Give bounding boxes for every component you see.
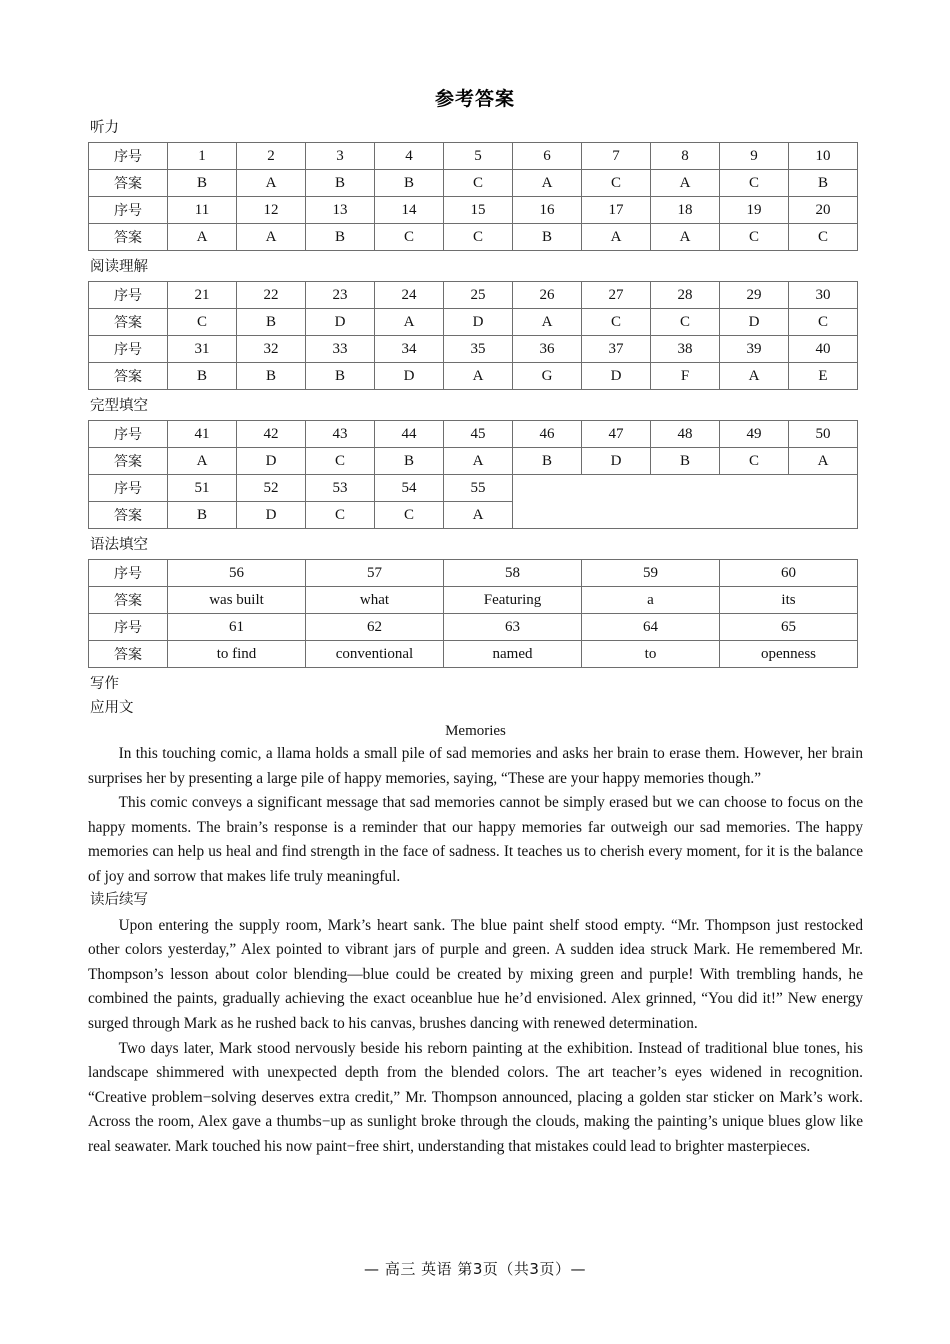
cell: 29 (720, 282, 789, 309)
cell: 24 (375, 282, 444, 309)
table-row (89, 560, 858, 587)
cell: 27 (582, 282, 651, 309)
cell: 59 (582, 560, 720, 587)
answer-table-listening (88, 142, 858, 251)
table-row (89, 282, 858, 309)
table-row (89, 143, 858, 170)
cell: 55 (444, 475, 513, 502)
cell: A (375, 309, 444, 336)
cell: 34 (375, 336, 444, 363)
cell: 23 (306, 282, 375, 309)
cell: C (582, 170, 651, 197)
row-label: 序号 (89, 336, 168, 363)
cell: A (513, 309, 582, 336)
cell: 19 (720, 197, 789, 224)
cell: A (168, 448, 237, 475)
cell: 11 (168, 197, 237, 224)
cell: A (720, 363, 789, 390)
row-label: 序号 (89, 197, 168, 224)
cell: A (651, 224, 720, 251)
page-footer: — 高三 英语 第3页（共3页）— (364, 1260, 586, 1278)
cell: 32 (237, 336, 306, 363)
cell: C (651, 309, 720, 336)
cell: 51 (168, 475, 237, 502)
cell: Featuring (444, 587, 582, 614)
row-label: 答案 (89, 587, 168, 614)
cell: 63 (444, 614, 582, 641)
continuation-paragraph-1: Upon entering the supply room, Mark’s heart sank. The blue paint shelf stood empty. “Mr. Thompson just restocked other colors yesterday,” Alex pointed to vibrant jars of purple and green. A sudden idea struck Mark. He remembered Mr. Thompson’s lesson about color blending—blue could be created by mixing green and purple! With trembling hands, he combined the paints, gradually achieving the exact oceanblue hue he’d envisioned. Alex grinned, “You did it!” New energy surged through Mark as he rushed back to his canvas, brushes dancing with renewed determination. (88, 916, 863, 1033)
row-label: 序号 (89, 614, 168, 641)
cell: 43 (306, 421, 375, 448)
cell: C (375, 224, 444, 251)
applied-paragraph-1: In this touching comic, a llama holds a small pile of sad memories and asks her brain to erase them. However, her brain surprises her by presenting a large pile of happy memories, saying, “These are your happy memories though.” (88, 745, 863, 787)
cell: 65 (720, 614, 858, 641)
cell: B (237, 309, 306, 336)
section-label-cloze: 完型填空 (90, 398, 148, 415)
cell: C (444, 224, 513, 251)
cell: B (168, 363, 237, 390)
cell: 53 (306, 475, 375, 502)
cell: C (789, 309, 858, 336)
cell: 40 (789, 336, 858, 363)
cell: 61 (168, 614, 306, 641)
cell: B (306, 170, 375, 197)
cell: 56 (168, 560, 306, 587)
cell: B (306, 224, 375, 251)
cell: 6 (513, 143, 582, 170)
cell: 10 (789, 143, 858, 170)
cell: 36 (513, 336, 582, 363)
cell: 41 (168, 421, 237, 448)
cell: 16 (513, 197, 582, 224)
cell: 54 (375, 475, 444, 502)
cell: 58 (444, 560, 582, 587)
cell: A (444, 363, 513, 390)
row-label: 答案 (89, 363, 168, 390)
cell: C (444, 170, 513, 197)
cell: B (651, 448, 720, 475)
cell: named (444, 641, 582, 668)
cell: F (651, 363, 720, 390)
cell: A (444, 502, 513, 529)
cell: B (375, 448, 444, 475)
cell: 64 (582, 614, 720, 641)
cell: C (168, 309, 237, 336)
cell: E (789, 363, 858, 390)
cell: D (582, 363, 651, 390)
cell: B (237, 363, 306, 390)
cell: D (237, 502, 306, 529)
cell: 12 (237, 197, 306, 224)
section-label-writing: 写作 (90, 676, 119, 693)
section-label-grammar: 语法填空 (90, 537, 148, 554)
answer-table-reading (88, 281, 858, 390)
cell: 20 (789, 197, 858, 224)
row-label: 序号 (89, 282, 168, 309)
cell: 38 (651, 336, 720, 363)
cell: 49 (720, 421, 789, 448)
cell: D (306, 309, 375, 336)
cell: A (789, 448, 858, 475)
cell: D (720, 309, 789, 336)
cell: C (582, 309, 651, 336)
table-row (89, 587, 858, 614)
cell: 2 (237, 143, 306, 170)
continuation-paragraph-2: Two days later, Mark stood nervously beside his reborn painting at the exhibition. Instead of traditional blue tones, his landscape shimmered with unexpected depth from the blended colors. The art teacher’s eyes widened in recognition. “Creative problem−solving deserves extra credit,” Mr. Thompson announced, placing a golden star sticker on Mark’s work. Across the room, Alex gave a thumbs−up as sunlight broke through the clouds, making the painting’s unique blues glow like real seawater. Mark touched his now paint−free shirt, understanding that mistakes could lead to brighter masterpieces. (88, 1039, 863, 1156)
cell: 50 (789, 421, 858, 448)
cell: 13 (306, 197, 375, 224)
cell: A (651, 170, 720, 197)
cell: 25 (444, 282, 513, 309)
cell: C (789, 224, 858, 251)
cell: B (168, 502, 237, 529)
table-row (89, 421, 858, 448)
cell: 4 (375, 143, 444, 170)
cell: 5 (444, 143, 513, 170)
cell: 45 (444, 421, 513, 448)
cell: 60 (720, 560, 858, 587)
row-label: 答案 (89, 641, 168, 668)
row-label: 序号 (89, 421, 168, 448)
row-label: 答案 (89, 448, 168, 475)
cell: 46 (513, 421, 582, 448)
cell: 42 (237, 421, 306, 448)
cell: 30 (789, 282, 858, 309)
cell: 17 (582, 197, 651, 224)
answer-table-cloze (88, 420, 858, 529)
row-label: 答案 (89, 309, 168, 336)
cell: B (513, 448, 582, 475)
row-label: 序号 (89, 143, 168, 170)
cell: 57 (306, 560, 444, 587)
cell: B (306, 363, 375, 390)
section-label-reading: 阅读理解 (90, 259, 148, 276)
cell: 35 (444, 336, 513, 363)
section-label-continuation-writing: 读后续写 (90, 891, 148, 908)
cell: 18 (651, 197, 720, 224)
cell: A (513, 170, 582, 197)
cell: C (720, 170, 789, 197)
cell: A (237, 170, 306, 197)
cell: D (444, 309, 513, 336)
cell: C (375, 502, 444, 529)
cell: to (582, 641, 720, 668)
cell: openness (720, 641, 858, 668)
table-row (89, 363, 858, 390)
cell: B (168, 170, 237, 197)
row-label: 答案 (89, 502, 168, 529)
cell: 22 (237, 282, 306, 309)
table-row (89, 309, 858, 336)
cell: 44 (375, 421, 444, 448)
cell: C (306, 502, 375, 529)
table-row (89, 448, 858, 475)
cell: 37 (582, 336, 651, 363)
page-title: 参考答案 (434, 88, 515, 110)
cell: 3 (306, 143, 375, 170)
cell: a (582, 587, 720, 614)
table-row (89, 336, 858, 363)
essay-title: Memories (445, 723, 506, 740)
cell: 15 (444, 197, 513, 224)
row-label: 答案 (89, 224, 168, 251)
cell: D (582, 448, 651, 475)
cell: 9 (720, 143, 789, 170)
cell: conventional (306, 641, 444, 668)
cell: 28 (651, 282, 720, 309)
cell: 39 (720, 336, 789, 363)
cell: B (789, 170, 858, 197)
cell: 62 (306, 614, 444, 641)
table-row (89, 224, 858, 251)
cell: A (168, 224, 237, 251)
cell: A (582, 224, 651, 251)
cell: its (720, 587, 858, 614)
cell: to find (168, 641, 306, 668)
cell: was built (168, 587, 306, 614)
cell: what (306, 587, 444, 614)
document-content (88, 118, 863, 1160)
cell: A (237, 224, 306, 251)
cell: 7 (582, 143, 651, 170)
cell: 26 (513, 282, 582, 309)
row-label: 序号 (89, 560, 168, 587)
table-row (89, 197, 858, 224)
cell: 31 (168, 336, 237, 363)
cell: C (720, 224, 789, 251)
row-label: 序号 (89, 475, 168, 502)
answer-table-grammar (88, 559, 858, 668)
empty-merged-cell (513, 475, 858, 529)
cell: 14 (375, 197, 444, 224)
table-row (89, 614, 858, 641)
table-row (89, 475, 858, 502)
cell: 47 (582, 421, 651, 448)
applied-paragraph-2: This comic conveys a significant message that sad memories cannot be simply erased but we can choose to focus on the happy moments. The brain’s response is a reminder that our happy memories far outweigh our sad memories. The happy memories can help us heal and find strength in the face of sadness. It teaches us to cherish every moment, for it is the balance of joy and sorrow that makes life truly meaningful. (88, 794, 863, 886)
cell: B (513, 224, 582, 251)
cell: 48 (651, 421, 720, 448)
cell: B (375, 170, 444, 197)
section-label-applied-writing: 应用文 (90, 700, 134, 717)
table-row (89, 170, 858, 197)
table-row (89, 641, 858, 668)
cell: G (513, 363, 582, 390)
section-label-listening: 听力 (90, 120, 119, 136)
cell: C (306, 448, 375, 475)
cell: 8 (651, 143, 720, 170)
cell: D (237, 448, 306, 475)
cell: 33 (306, 336, 375, 363)
cell: 52 (237, 475, 306, 502)
row-label: 答案 (89, 170, 168, 197)
writing-section (88, 674, 863, 1160)
cell: 21 (168, 282, 237, 309)
cell: A (444, 448, 513, 475)
cell: D (375, 363, 444, 390)
cell: 1 (168, 143, 237, 170)
cell: C (720, 448, 789, 475)
